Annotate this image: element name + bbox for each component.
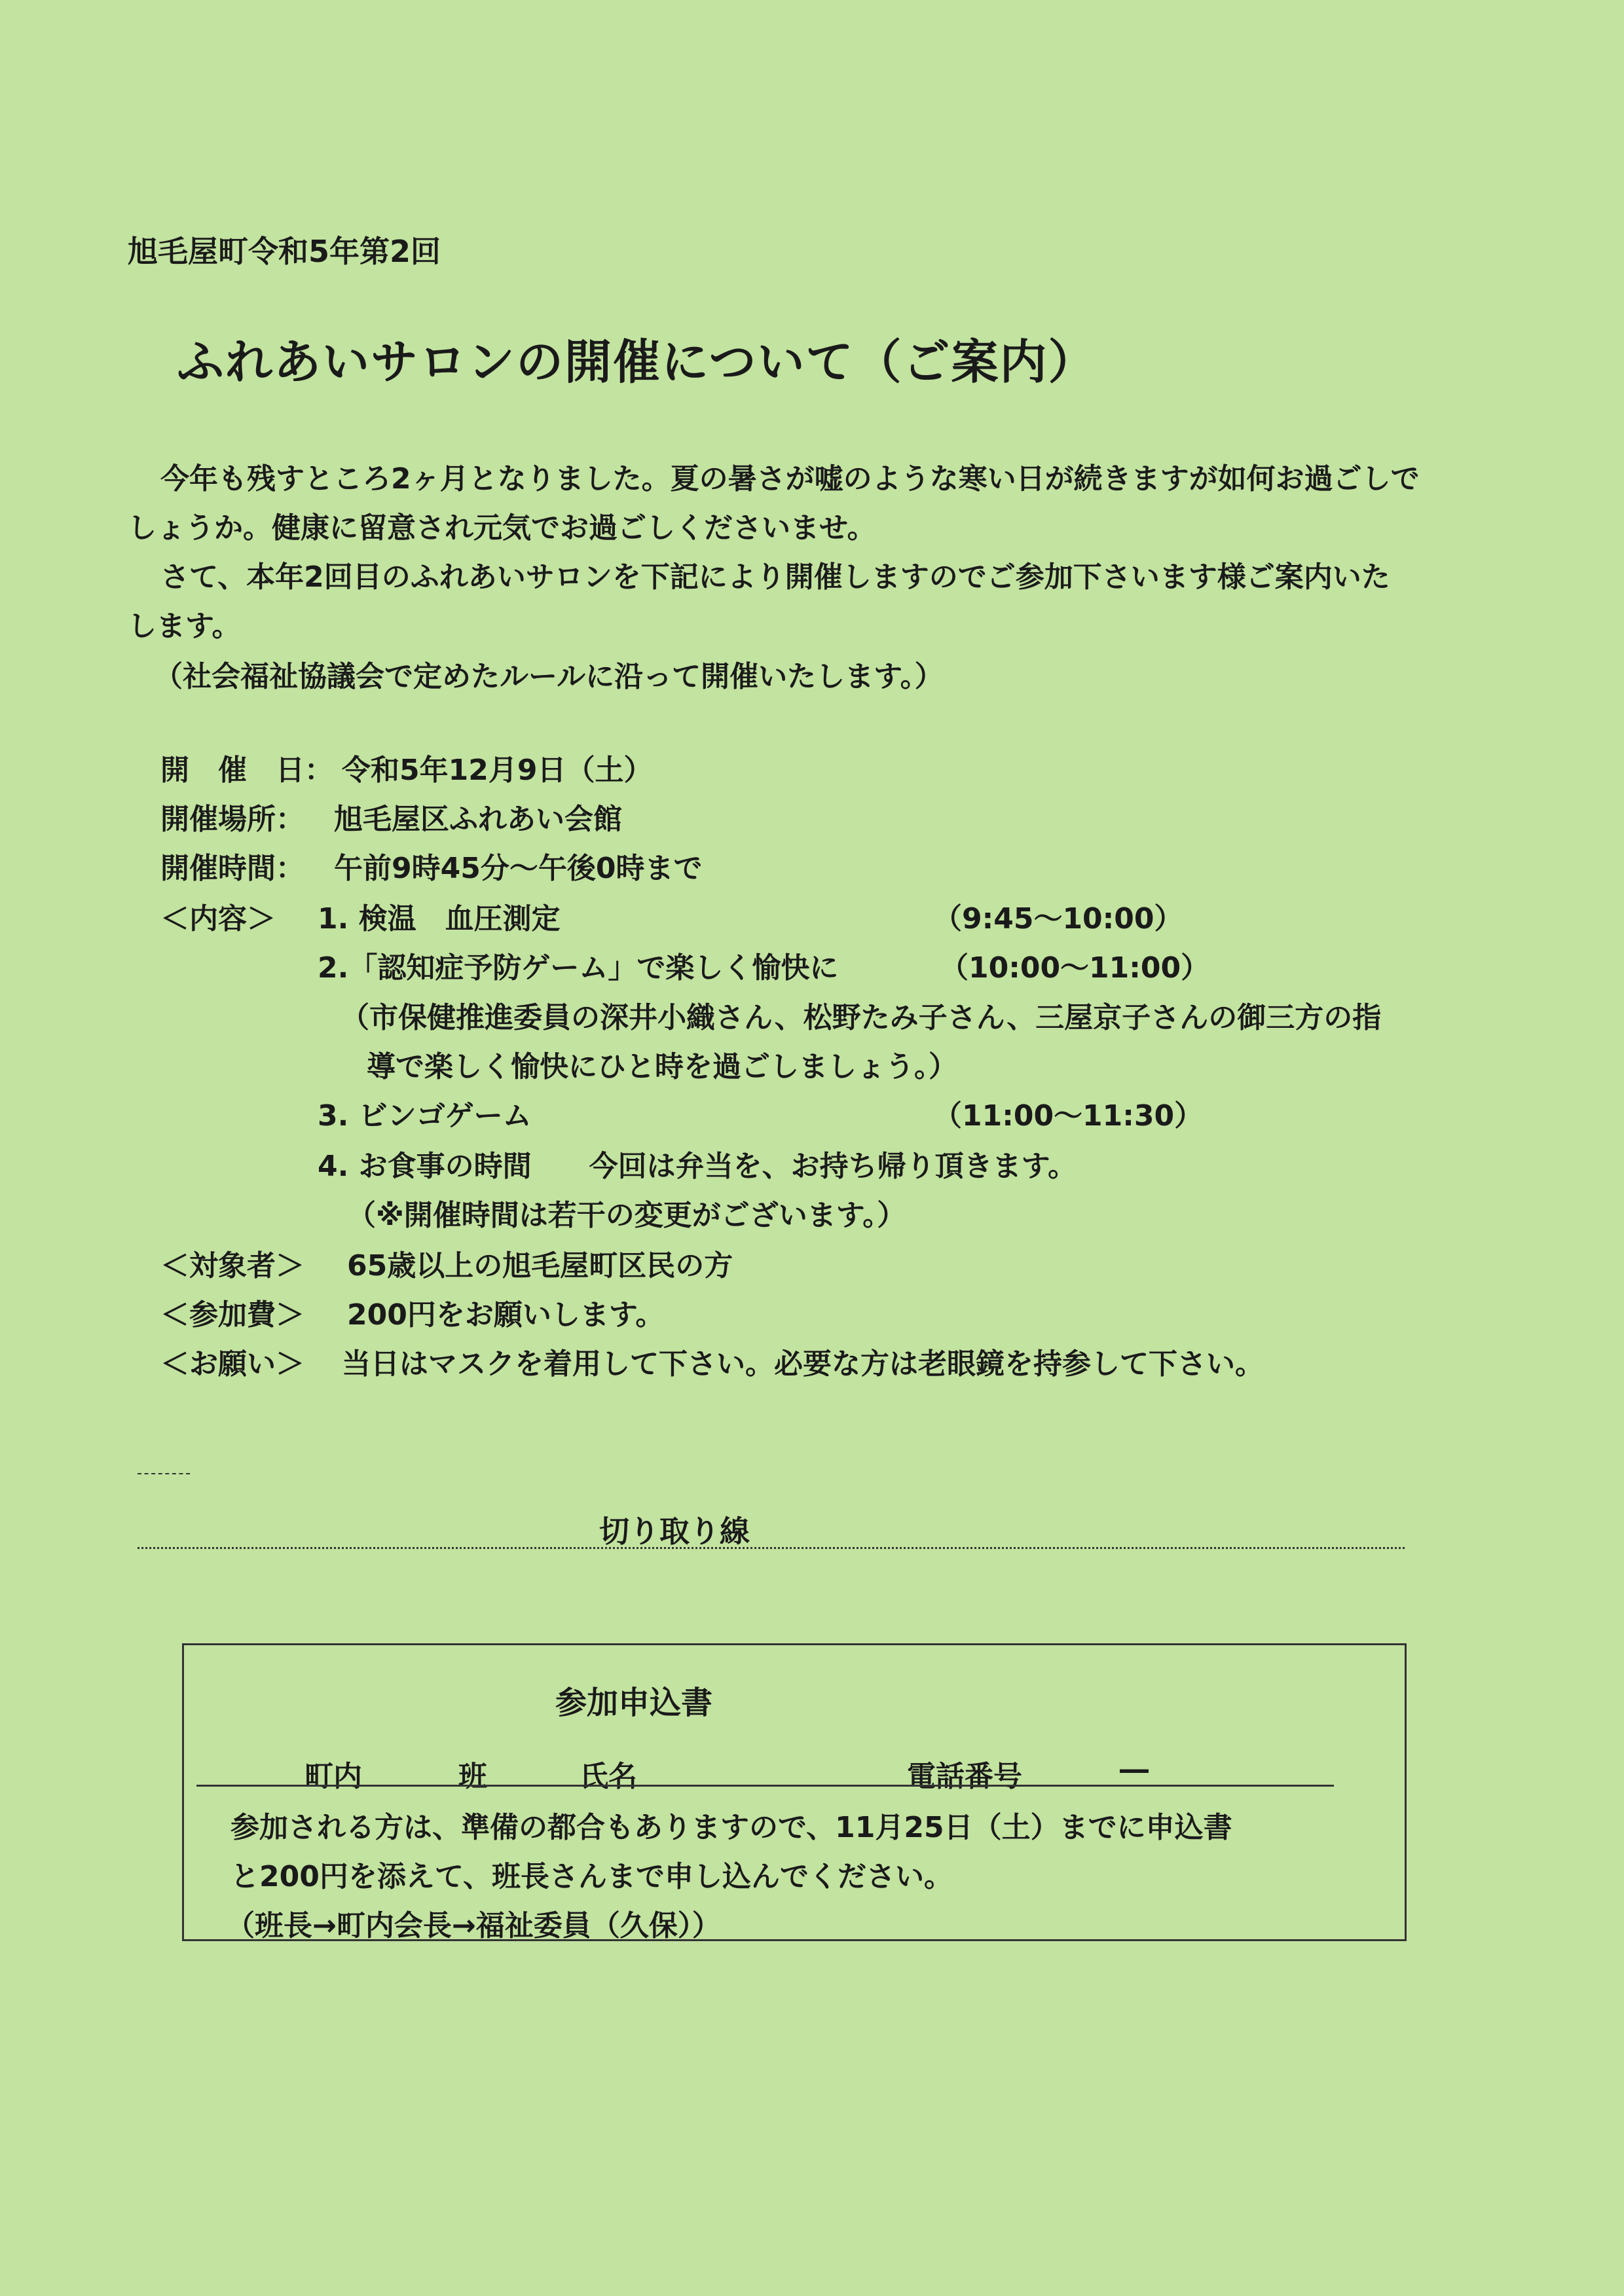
fee-value: 200円をお願いします。 bbox=[347, 1298, 665, 1332]
form-field-name: 氏名 bbox=[580, 1760, 637, 1793]
cut-line-label: 切り取り線 bbox=[599, 1514, 750, 1549]
form-title: 参加申込書 bbox=[555, 1685, 713, 1721]
event-line: 旭毛屋町令和5年第2回 bbox=[128, 234, 441, 269]
intro-line-1: 今年も残すところ2ヶ月となりました。夏の暑さが嘘のような寒い日が続きますが如何お過ごしで bbox=[160, 462, 1420, 496]
fee-label: ＜参加費＞ bbox=[160, 1298, 304, 1332]
request-label: ＜お願い＞ bbox=[160, 1347, 304, 1381]
cut-line bbox=[138, 1547, 1405, 1549]
intro-note: （社会福祉協議会で定めたルールに沿って開催いたします。） bbox=[154, 660, 944, 693]
time-value: 午前9時45分～午後0時まで bbox=[334, 852, 703, 885]
form-entry-underline bbox=[196, 1785, 1334, 1787]
form-text-line-3: （班長→町内会長→福祉委員（久保）） bbox=[226, 1909, 721, 1942]
content-item-2-time: （10:00～11:00） bbox=[940, 951, 1210, 985]
content-item-2: 2.「認知症予防ゲーム」で楽しく愉快に bbox=[318, 951, 839, 985]
target-label: ＜対象者＞ bbox=[160, 1249, 304, 1283]
form-text-line-1: 参加される方は、準備の都合もありますので、11月25日（土）までに申込書 bbox=[231, 1811, 1232, 1844]
intro-line-3: さて、本年2回目のふれあいサロンを下記により開催しますのでご参加下さいます様ご案内いた bbox=[160, 560, 1390, 594]
item-2-note-line-2: 導で楽しく愉快にひと時を過ごしましょう。） bbox=[367, 1050, 957, 1084]
short-dash-mark bbox=[138, 1473, 190, 1474]
time-label: 開催時間： bbox=[160, 852, 304, 885]
content-item-4: 4. お食事の時間 今回は弁当を、お持ち帰り頂きます。 bbox=[318, 1150, 1077, 1183]
intro-line-4: します。 bbox=[128, 610, 241, 643]
content-label: ＜内容＞ bbox=[160, 902, 276, 936]
place-value: 旭毛屋区ふれあい会館 bbox=[334, 803, 622, 836]
request-value: 当日はマスクを着用して下さい。必要な方は老眼鏡を持参して下さい。 bbox=[342, 1347, 1264, 1381]
content-item-1: 1. 検温 血圧測定 bbox=[318, 902, 561, 936]
content-item-3: 3. ビンゴゲーム bbox=[318, 1099, 532, 1133]
form-field-phone-dash: ― bbox=[1120, 1753, 1149, 1786]
target-value: 65歳以上の旭毛屋町区民の方 bbox=[347, 1249, 733, 1283]
form-field-town: 町内 bbox=[304, 1760, 362, 1793]
time-change-note: （※開催時間は若干の変更がございます。） bbox=[347, 1199, 906, 1232]
date-label: 開 催 日： bbox=[160, 754, 333, 787]
form-text-line-2: と200円を添えて、班長さんまで申し込んでください。 bbox=[231, 1860, 953, 1893]
content-item-1-time: （9:45～10:00） bbox=[933, 902, 1183, 936]
form-field-group: 班 bbox=[458, 1760, 487, 1793]
content-item-3-time: （11:00～11:30） bbox=[933, 1099, 1204, 1133]
place-label: 開催場所： bbox=[160, 803, 304, 836]
form-field-phone: 電話番号 bbox=[907, 1760, 1022, 1793]
intro-line-2: しょうか。健康に留意され元気でお過ごしくださいませ。 bbox=[128, 511, 876, 545]
date-value: 令和5年12月9日（土） bbox=[342, 754, 653, 787]
page-title: ふれあいサロンの開催について（ご案内） bbox=[177, 335, 1097, 390]
item-2-note-line-1: （市保健推進委員の深井小織さん、松野たみ子さん、三屋京子さんの御三方の指 bbox=[341, 1001, 1382, 1034]
application-form bbox=[182, 1643, 1407, 1941]
